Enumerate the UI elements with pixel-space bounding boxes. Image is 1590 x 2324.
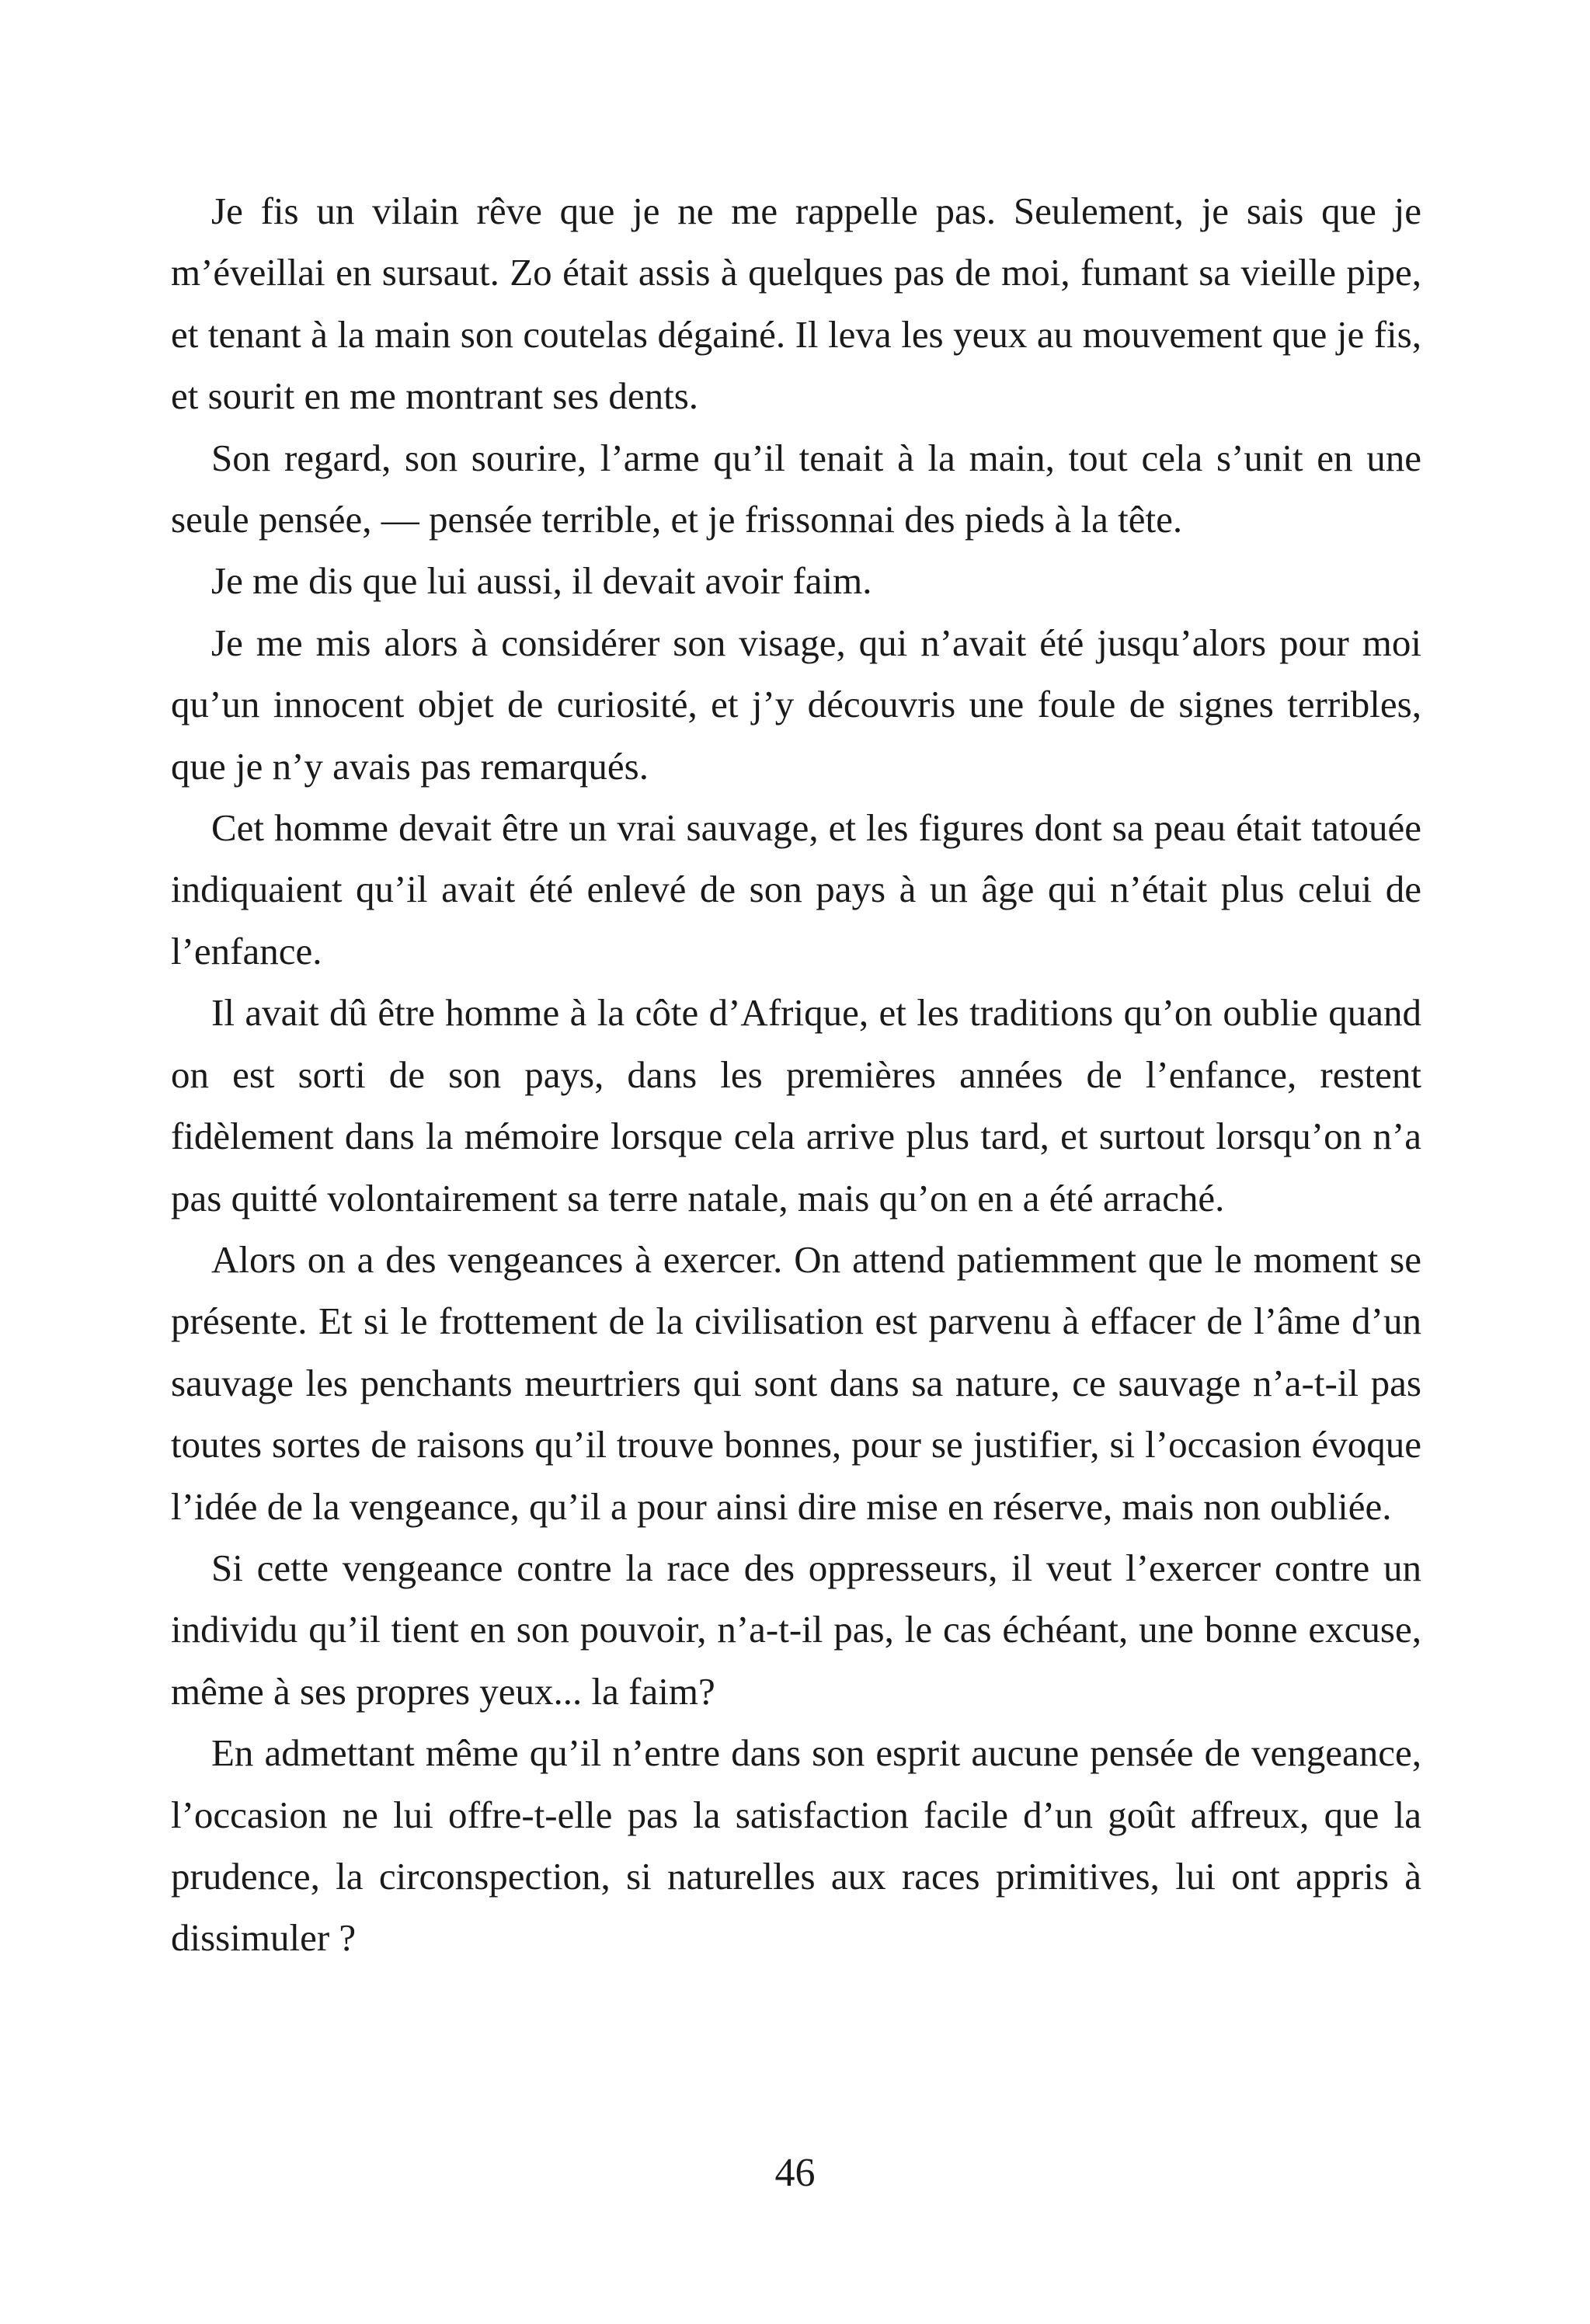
body-text — [171, 180, 1421, 1969]
paragraph-4: Je me mis alors à considérer son visage, qui n’avait été jusqu’alors pour moi qu’un innocent objet de curiosité, et j’y découvris une foule de signes terribles, que je n’y avais pas remarqués. — [171, 621, 1421, 788]
paragraph-8: Si cette vengeance contre la race des oppresseurs, il veut l’exercer contre un individu qu’il tient en son pouvoir, n’a-t-il pas, le cas échéant, une bonne excuse, même à ses propres yeux... la faim? — [171, 1546, 1421, 1713]
page-number: 46 — [774, 2151, 816, 2195]
paragraph-9: En admettant même qu’il n’entre dans son esprit aucune pensée de vengeance, l’occasion ne lui offre-t-elle pas la satisfaction facile d’un goût affreux, que la prudence, la circonspection, si naturelles aux races primitives, lui ont appris à dissimuler ? — [171, 1731, 1421, 1960]
paragraph-3: Je me dis que lui aussi, il devait avoir faim. — [211, 559, 872, 603]
paragraph-7: Alors on a des vengeances à exercer. On attend patiemment que le moment se présente. Et si le frottement de la civilisation est parvenu à effacer de l’âme d’un sauvage les penchants meurtriers qui sont dans sa nature, ce sauvage n’a-t-il pas toutes sortes de raisons qu’il trouve bonnes, pour se justifier, si l’occasion évoque l’idée de la vengeance, qu’il a pour ainsi dire mise en réserve, mais non oubliée. — [171, 1237, 1421, 1528]
paragraph-6: Il avait dû être homme à la côte d’Afrique, et les traditions qu’on oublie quand on est sorti de son pays, dans les premières années de l’enfance, restent fidèlement dans la mémoire lorsque cela arrive plus tard, et surtout lorsqu’on n’a pas quitté volontairement sa terre natale, mais qu’on en a été arraché. — [171, 991, 1421, 1219]
paragraph-1: Je fis un vilain rêve que je ne me rappelle pas. Seulement, je sais que je m’éveillai en sursaut. Zo était assis à quelques pas de moi, fumant sa vieille pipe, et tenant à la main son coutelas dégainé. Il leva les yeux au mouvement que je fis, et sourit en me montrant ses dents. — [171, 190, 1421, 418]
paragraph-5: Cet homme devait être un vrai sauvage, et les figures dont sa peau était tatouée indiquaient qu’il avait été enlevé de son pays à un âge qui n’était plus celui de l’enfance. — [171, 806, 1421, 972]
paragraph-2: Son regard, son sourire, l’arme qu’il tenait à la main, tout cela s’unit en une seule pensée, — pensée terrible, et je frissonnai des pieds à la tête. — [171, 436, 1421, 541]
